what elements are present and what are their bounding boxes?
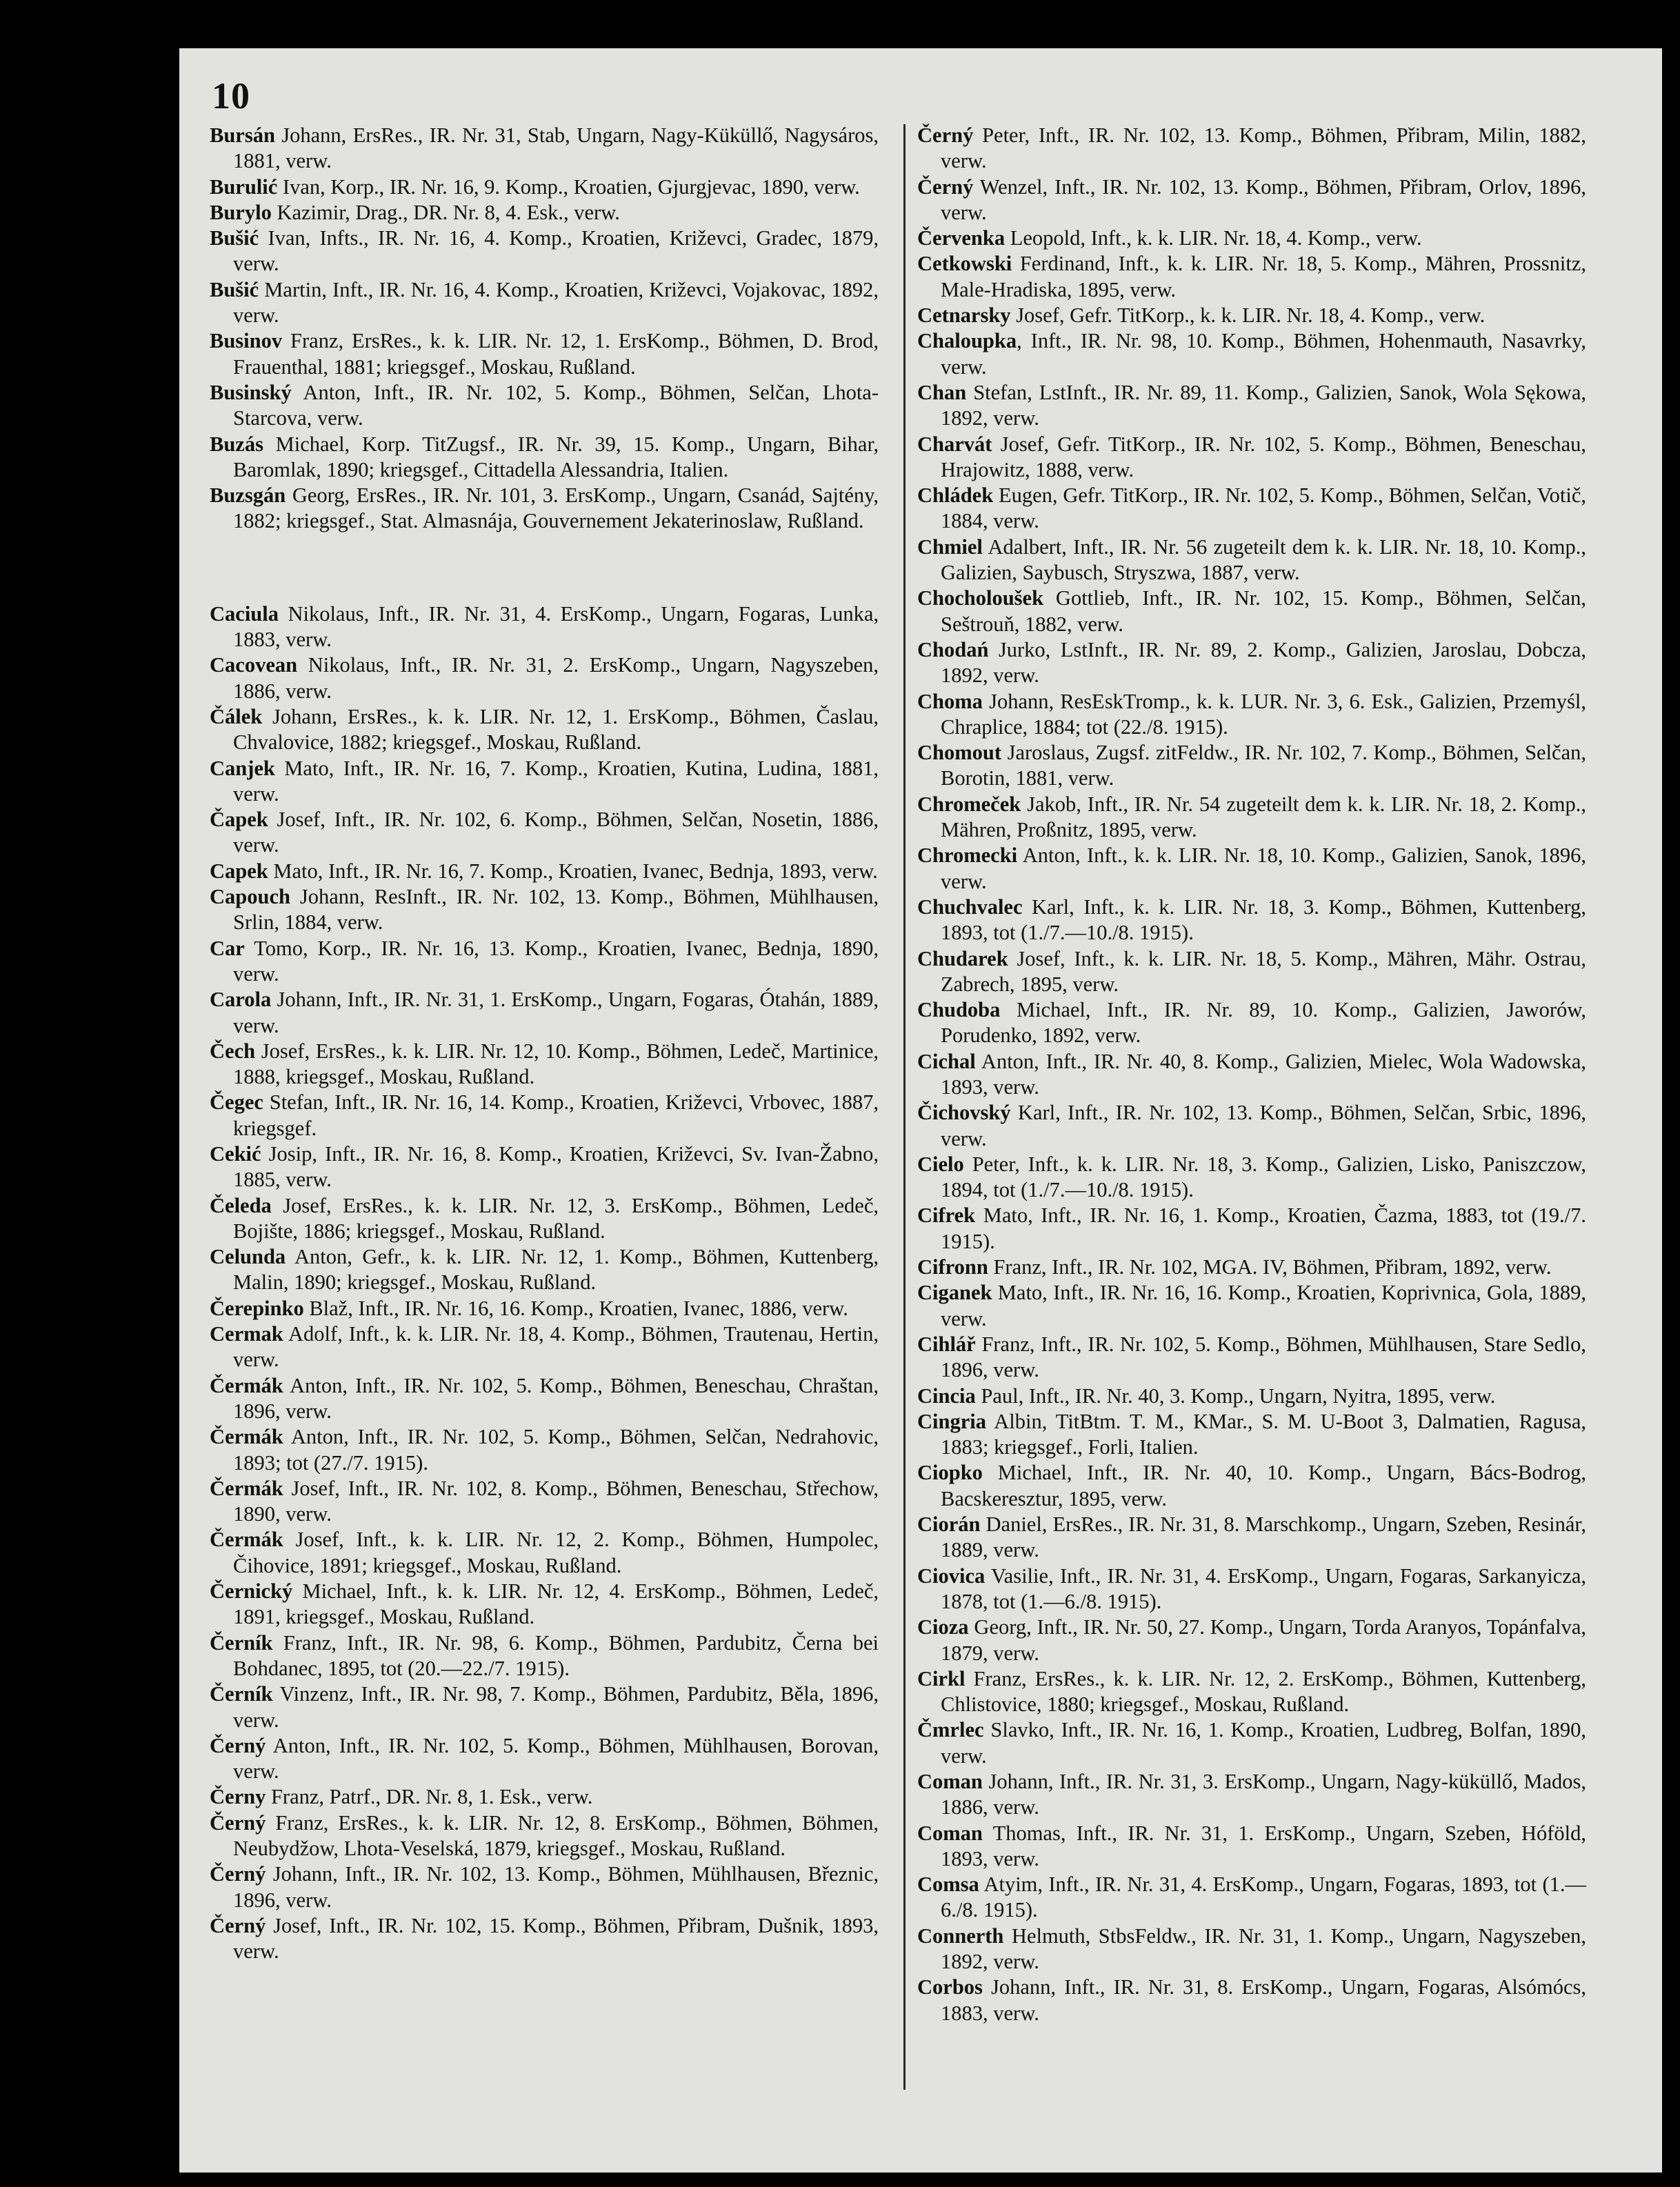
entry-surname: Cingria	[917, 1409, 986, 1433]
entry-details: Paul, Inft., IR. Nr. 40, 3. Komp., Ungarn, Nyitra, 1895, verw.	[975, 1384, 1496, 1408]
entry-surname: Cekić	[210, 1141, 261, 1166]
entry-details: Franz, Inft., IR. Nr. 102, MGA. IV, Böhmen, Přibram, 1892, verw.	[988, 1255, 1552, 1279]
register-entry	[917, 1203, 1586, 1255]
column-divider	[903, 124, 906, 2090]
entry-details: Blaž, Inft., IR. Nr. 16, 16. Komp., Kroatien, Ivanec, 1886, verw.	[303, 1296, 848, 1320]
entry-details: Jaroslaus, Zugsf. zitFeldw., IR. Nr. 102, 7. Komp., Böhmen, Selčan, Borotin, 1881, verw.	[941, 741, 1586, 790]
register-entry	[917, 689, 1586, 741]
entry-details: Josef, Inft., IR. Nr. 102, 8. Komp., Böhmen, Beneschau, Střechow, 1890, verw.	[233, 1476, 879, 1526]
entry-details: Vasilie, Inft., IR. Nr. 31, 4. ErsKomp., Ungarn, Fogaras, Sarkanyicza, 1878, tot (1.—6./8. 1915).	[941, 1564, 1586, 1613]
register-entry	[210, 756, 879, 808]
entry-surname: Cioza	[917, 1615, 969, 1639]
register-entry	[917, 1409, 1586, 1461]
entry-surname: Chocholoušek	[917, 586, 1044, 610]
entry-surname: Černý	[917, 123, 974, 147]
register-entry	[917, 740, 1586, 792]
entry-surname: Cichal	[917, 1049, 976, 1073]
entry-details: Johann, ResEskTromp., k. k. LUR. Nr. 3, 6. Esk., Galizien, Przemyśl, Chraplice, 1884; tot (22./8. 1915).	[941, 689, 1586, 739]
entry-details: Gottlieb, Inft., IR. Nr. 102, 15. Komp., Böhmen, Selčan, Seštrouň, 1882, verw.	[941, 586, 1586, 636]
register-entry	[917, 1049, 1586, 1101]
register-entry	[917, 895, 1586, 946]
entry-surname: Chromeček	[917, 792, 1021, 816]
entry-details: Mato, Inft., IR. Nr. 16, 16. Komp., Kroatien, Koprivnica, Gola, 1889, verw.	[941, 1281, 1586, 1330]
entry-surname: Cacovean	[210, 653, 298, 677]
entry-surname: Cirkl	[917, 1666, 966, 1690]
entry-surname: Čegec	[210, 1090, 263, 1115]
entry-details: Slavko, Inft., IR. Nr. 16, 1. Komp., Kroatien, Ludbreg, Bolfan, 1890, verw.	[941, 1718, 1586, 1768]
register-entry	[210, 1579, 879, 1630]
entry-details: Michael, Inft., IR. Nr. 40, 10. Komp., Ungarn, Bács-Bodrog, Bacskeresztur, 1895, verw.	[941, 1461, 1586, 1510]
entry-details: Peter, Inft., IR. Nr. 102, 13. Komp., Böhmen, Přibram, Milin, 1882, verw.	[941, 123, 1586, 173]
register-entry	[210, 1141, 879, 1193]
register-entry	[917, 380, 1586, 432]
entry-surname: Čermák	[210, 1373, 283, 1397]
entry-surname: Chudoba	[917, 998, 1001, 1022]
entry-surname: Chmiel	[917, 535, 983, 559]
entry-details: Jurko, LstInft., IR. Nr. 89, 2. Komp., Galizien, Jaroslau, Dobcza, 1892, verw.	[941, 637, 1586, 688]
entry-details: Kazimir, Drag., DR. Nr. 8, 4. Esk., verw.	[271, 200, 620, 224]
entry-surname: Ciopko	[917, 1461, 983, 1485]
register-entry	[917, 1332, 1586, 1384]
register-entry	[210, 704, 879, 756]
entry-surname: Charvát	[917, 432, 992, 456]
entry-details: Josef, Inft., IR. Nr. 102, 6. Komp., Böhmen, Selčan, Nosetin, 1886, verw.	[233, 808, 879, 857]
register-entry	[917, 1666, 1586, 1718]
entry-details: Franz, Patrf., DR. Nr. 8, 1. Esk., verw.	[266, 1785, 593, 1809]
register-entry	[917, 432, 1586, 483]
entry-details: Anton, Gefr., k. k. LIR. Nr. 12, 1. Komp., Böhmen, Kuttenberg, Malin, 1890; kriegsgef., Moskau, Rußland.	[233, 1245, 879, 1295]
entry-details: Atyim, Inft., IR. Nr. 31, 4. ErsKomp., Ungarn, Fogaras, 1893, tot (1.—6./8. 1915).	[941, 1873, 1586, 1922]
entry-surname: Businský	[210, 380, 292, 404]
entry-surname: Čmrlec	[917, 1718, 984, 1742]
register-entry	[210, 174, 879, 200]
entry-details: , Inft., IR. Nr. 98, 10. Komp., Böhmen, Hohenmauth, Nasavrky, verw.	[941, 329, 1586, 379]
entry-surname: Černy	[210, 1785, 266, 1809]
register-entry	[917, 1615, 1586, 1666]
entry-surname: Carola	[210, 988, 272, 1012]
register-entry	[210, 1527, 879, 1579]
entry-details: Martin, Inft., IR. Nr. 16, 4. Komp., Kroatien, Križevci, Vojakovac, 1892, verw.	[233, 277, 879, 328]
register-entry	[210, 328, 879, 380]
entry-surname: Chudarek	[917, 946, 1008, 970]
entry-details: Mato, Inft., IR. Nr. 16, 7. Komp., Kroatien, Ivanec, Bednja, 1893, verw.	[268, 859, 878, 883]
entry-surname: Chládek	[917, 483, 994, 508]
register-entry	[210, 1784, 879, 1810]
entry-surname: Čermák	[210, 1476, 283, 1500]
entry-details: Nikolaus, Inft., IR. Nr. 31, 4. ErsKomp., Ungarn, Fogaras, Lunka, 1883, verw.	[233, 601, 879, 652]
register-entry	[917, 1924, 1586, 1975]
register-entry	[917, 1384, 1586, 1409]
entry-details: Josef, ErsRes., k. k. LIR. Nr. 12, 10. Komp., Böhmen, Ledeč, Martinice, 1888, kriegsgef., Moskau, Rußland.	[233, 1039, 879, 1089]
register-entry	[917, 483, 1586, 535]
register-entry	[917, 1872, 1586, 1924]
register-entry	[210, 1861, 879, 1913]
entry-surname: Businov	[210, 329, 283, 353]
register-entry	[210, 807, 879, 859]
entry-details: Tomo, Korp., IR. Nr. 16, 13. Komp., Kroatien, Ivanec, Bednja, 1890, verw.	[233, 936, 879, 986]
register-entry	[917, 1255, 1586, 1280]
register-entry	[210, 1193, 879, 1245]
entry-details: Franz, ErsRes., k. k. LIR. Nr. 12, 2. ErsKomp., Böhmen, Kuttenberg, Chlistovice, 1880; kriegsgef., Moskau, Rußland.	[941, 1666, 1586, 1717]
register-entry	[210, 652, 879, 704]
entry-surname: Černík	[210, 1630, 273, 1655]
entry-surname: Buzás	[210, 432, 263, 456]
entry-surname: Černý	[917, 174, 974, 199]
entry-surname: Čapek	[210, 808, 268, 832]
entry-surname: Canjek	[210, 756, 275, 780]
register-entry	[210, 123, 879, 174]
entry-details: Ivan, Infts., IR. Nr. 16, 4. Komp., Kroatien, Križevci, Gradec, 1879, verw.	[233, 226, 879, 276]
entry-details: Vinzenz, Inft., IR. Nr. 98, 7. Komp., Böhmen, Pardubitz, Běla, 1896, verw.	[233, 1682, 879, 1732]
entry-surname: Černý	[210, 1733, 266, 1757]
register-entry	[210, 1681, 879, 1733]
register-entry	[917, 1717, 1586, 1769]
entry-surname: Čermák	[210, 1528, 283, 1552]
entry-surname: Ciganek	[917, 1281, 992, 1305]
register-entry	[917, 1512, 1586, 1564]
entry-details: Josef, Inft., IR. Nr. 102, 15. Komp., Böhmen, Přibram, Dušnik, 1893, verw.	[233, 1913, 879, 1964]
entry-surname: Burylo	[210, 200, 272, 224]
entry-surname: Cifrek	[917, 1204, 976, 1228]
entry-details: Josip, Inft., IR. Nr. 16, 8. Komp., Kroatien, Križevci, Sv. Ivan-Žabno, 1885, verw.	[233, 1141, 879, 1192]
entry-details: Albin, TitBtm. T. M., KMar., S. M. U-Boot 3, Dalmatien, Ragusa, 1883; kriegsgef., Forli, Italien.	[941, 1409, 1586, 1459]
entry-details: Anton, Inft., k. k. LIR. Nr. 18, 10. Komp., Galizien, Sanok, 1896, verw.	[941, 843, 1586, 893]
entry-details: Anton, Inft., IR. Nr. 40, 8. Komp., Galizien, Mielec, Wola Wadowska, 1893, verw.	[941, 1049, 1586, 1099]
entry-surname: Car	[210, 936, 245, 960]
register-entry	[210, 1424, 879, 1476]
entry-surname: Čermák	[210, 1425, 283, 1449]
entry-details: Josef, Inft., k. k. LIR. Nr. 12, 2. Komp., Böhmen, Humpolec, Čihovice, 1891; kriegsgef., Moskau, Rußland.	[233, 1528, 879, 1577]
entry-surname: Cifronn	[917, 1255, 988, 1279]
entry-surname: Connerth	[917, 1924, 1004, 1948]
entry-details: Johann, Inft., IR. Nr. 31, 3. ErsKomp., Ungarn, Nagy-küküllő, Mados, 1886, verw.	[941, 1770, 1586, 1819]
entry-surname: Bursán	[210, 123, 275, 147]
register-entry	[210, 1810, 879, 1862]
entry-details: Ferdinand, Inft., k. k. LIR. Nr. 18, 5. Komp., Mähren, Prossnitz, Male-Hradiska, 1895, verw.	[941, 252, 1586, 301]
section-gap	[210, 535, 879, 601]
entry-details: Adolf, Inft., k. k. LIR. Nr. 18, 4. Komp., Böhmen, Trautenau, Hertin, verw.	[233, 1322, 879, 1372]
entry-surname: Burulić	[210, 174, 278, 199]
register-entry	[917, 535, 1586, 586]
entry-surname: Coman	[917, 1770, 983, 1793]
register-entry	[917, 1152, 1586, 1204]
entry-surname: Capouch	[210, 885, 290, 909]
entry-surname: Bušić	[210, 226, 259, 250]
entry-details: Johann, ErsRes., k. k. LIR. Nr. 12, 1. ErsKomp., Böhmen, Časlau, Chvalovice, 1882; kriegsgef., Moskau, Rußland.	[233, 704, 879, 755]
entry-surname: Černý	[210, 1810, 266, 1835]
page-number: 10	[212, 75, 250, 117]
register-entry	[210, 1476, 879, 1528]
entry-details: Franz, Inft., IR. Nr. 98, 6. Komp., Böhmen, Pardubitz, Černa bei Bohdanec, 1895, tot (20.—22./7. 1915).	[233, 1630, 879, 1680]
register-entry	[917, 997, 1586, 1049]
entry-details: Peter, Inft., k. k. LIR. Nr. 18, 3. Komp., Galizien, Lisko, Paniszczow, 1894, tot (1./7.—10./8. 1915).	[941, 1152, 1586, 1202]
entry-details: Mato, Inft., IR. Nr. 16, 1. Komp., Kroatien, Čazma, 1883, tot (19./7. 1915).	[941, 1204, 1586, 1253]
entry-details: Wenzel, Inft., IR. Nr. 102, 13. Komp., Böhmen, Přibram, Orlov, 1896, verw.	[941, 174, 1586, 224]
entry-surname: Chan	[917, 380, 967, 404]
register-entry	[917, 637, 1586, 689]
entry-details: Adalbert, Inft., IR. Nr. 56 zugeteilt dem k. k. LIR. Nr. 18, 10. Komp., Galizien, Saybusch, Stryszwa, 1887, verw.	[941, 535, 1586, 585]
register-entry	[210, 1630, 879, 1682]
entry-details: Jakob, Inft., IR. Nr. 54 zugeteilt dem k. k. LIR. Nr. 18, 2. Komp., Mähren, Proßnitz, 1895, verw.	[941, 792, 1586, 842]
register-entry	[917, 1564, 1586, 1615]
entry-surname: Červenka	[917, 226, 1006, 250]
entry-details: Ivan, Korp., IR. Nr. 16, 9. Komp., Kroatien, Gjurgjevac, 1890, verw.	[277, 174, 860, 199]
register-entry	[210, 432, 879, 483]
entry-details: Anton, Inft., IR. Nr. 102, 5. Komp., Böhmen, Beneschau, Chraštan, 1896, verw.	[233, 1373, 879, 1423]
register-entry	[917, 226, 1586, 251]
register-entry	[210, 226, 879, 277]
register-entry	[210, 1039, 879, 1090]
entry-surname: Chomout	[917, 741, 1002, 765]
entry-surname: Cihlář	[917, 1332, 976, 1356]
entry-details: Karl, Inft., k. k. LIR. Nr. 18, 3. Komp., Böhmen, Kuttenberg, 1893, tot (1./7.—10./8. 1915).	[941, 895, 1586, 945]
entry-surname: Corbos	[917, 1975, 983, 1999]
register-entry	[210, 1244, 879, 1296]
entry-surname: Černý	[210, 1913, 266, 1937]
entry-surname: Chodań	[917, 637, 989, 661]
register-entry	[210, 1913, 879, 1965]
entry-surname: Chromecki	[917, 843, 1018, 868]
entry-details: Anton, Inft., IR. Nr. 102, 5. Komp., Böhmen, Selčan, Nedrahovic, 1893; tot (27./7. 1915).	[233, 1425, 879, 1475]
entry-details: Georg, ErsRes., IR. Nr. 101, 3. ErsKomp., Ungarn, Csanád, Sajtény, 1882; kriegsgef., Stat. Almasnája, Gouvernement Jekaterinoslaw, Rußland.	[233, 483, 879, 533]
register-entry	[210, 1090, 879, 1141]
entry-details: Johann, ResInft., IR. Nr. 102, 13. Komp., Böhmen, Mühlhausen, Srlin, 1884, verw.	[233, 885, 879, 935]
register-entry	[917, 1821, 1586, 1873]
entry-details: Stefan, Inft., IR. Nr. 16, 14. Komp., Kroatien, Križevci, Vrbovec, 1887, kriegsgef.	[233, 1090, 879, 1140]
register-entry	[917, 792, 1586, 843]
register-entry	[917, 946, 1586, 998]
entry-details: Johann, ErsRes., IR. Nr. 31, Stab, Ungarn, Nagy-Küküllő, Nagysáros, 1881, verw.	[233, 123, 879, 173]
entry-surname: Comsa	[917, 1873, 979, 1897]
entry-details: Karl, Inft., IR. Nr. 102, 13. Komp., Böhmen, Selčan, Srbic, 1896, verw.	[941, 1101, 1586, 1150]
entry-surname: Caciula	[210, 601, 279, 626]
entry-surname: Čerepinko	[210, 1296, 304, 1320]
entry-details: Nikolaus, Inft., IR. Nr. 31, 2. ErsKomp., Ungarn, Nagyszeben, 1886, verw.	[233, 653, 879, 703]
entry-details: Michael, Inft., IR. Nr. 89, 10. Komp., Galizien, Jaworów, Porudenko, 1892, verw.	[941, 998, 1586, 1048]
register-entry	[210, 1296, 879, 1321]
register-entry	[917, 328, 1586, 380]
entry-details: Josef, Inft., k. k. LIR. Nr. 18, 5. Komp., Mähren, Mähr. Ostrau, Zabrech, 1895, verw.	[941, 946, 1586, 996]
entry-details: Franz, Inft., IR. Nr. 102, 5. Komp., Böhmen, Mühlhausen, Stare Sedlo, 1896, verw.	[941, 1332, 1586, 1382]
register-entry	[210, 380, 879, 432]
entry-details: Stefan, LstInft., IR. Nr. 89, 11. Komp., Galizien, Sanok, Wola Sękowa, 1892, verw.	[941, 380, 1586, 430]
left-column	[210, 123, 879, 1964]
entry-details: Mato, Inft., IR. Nr. 16, 7. Komp., Kroatien, Kutina, Ludina, 1881, verw.	[233, 756, 879, 806]
entry-surname: Capek	[210, 859, 268, 883]
entry-details: Johann, Inft., IR. Nr. 31, 8. ErsKomp., Ungarn, Fogaras, Alsómócs, 1883, verw.	[941, 1975, 1586, 2025]
register-entry	[917, 123, 1586, 174]
entry-details: Johann, Inft., IR. Nr. 102, 13. Komp., Böhmen, Mühlhausen, Březnic, 1896, verw.	[233, 1862, 879, 1912]
entry-surname: Coman	[917, 1821, 983, 1845]
document-page	[179, 48, 1662, 2173]
register-entry	[210, 936, 879, 988]
register-entry	[917, 303, 1586, 328]
register-entry	[210, 1321, 879, 1373]
entry-surname: Ciovica	[917, 1564, 986, 1588]
entry-surname: Cetkowski	[917, 252, 1012, 276]
register-entry	[210, 859, 879, 884]
entry-surname: Cermak	[210, 1322, 283, 1346]
register-entry	[917, 843, 1586, 895]
entry-details: Anton, Inft., IR. Nr. 102, 5. Komp., Böhmen, Mühlhausen, Borovan, verw.	[233, 1733, 879, 1784]
entry-details: Eugen, Gefr. TitKorp., IR. Nr. 102, 5. Komp., Böhmen, Selčan, Votič, 1884, verw.	[941, 483, 1586, 533]
entry-surname: Chuchvalec	[917, 895, 1023, 919]
entry-surname: Čichovský	[917, 1101, 1011, 1125]
entry-surname: Cielo	[917, 1152, 964, 1176]
register-entry	[917, 1769, 1586, 1821]
entry-details: Helmuth, StbsFeldw., IR. Nr. 31, 1. Komp., Ungarn, Nagyszeben, 1892, verw.	[941, 1924, 1586, 1974]
register-entry	[917, 1975, 1586, 2026]
entry-details: Georg, Inft., IR. Nr. 50, 27. Komp., Ungarn, Torda Aranyos, Topánfalva, 1879, verw.	[941, 1615, 1586, 1665]
entry-surname: Choma	[917, 689, 983, 713]
register-entry	[210, 277, 879, 329]
register-entry	[210, 884, 879, 936]
entry-details: Johann, Inft., IR. Nr. 31, 1. ErsKomp., Ungarn, Fogaras, Ótahán, 1889, verw.	[233, 988, 879, 1037]
right-column	[917, 123, 1586, 2026]
entry-surname: Cetnarsky	[917, 303, 1011, 328]
entry-surname: Cincia	[917, 1384, 976, 1408]
register-entry	[917, 1100, 1586, 1152]
register-entry	[917, 174, 1586, 226]
entry-surname: Černý	[210, 1862, 266, 1886]
entry-surname: Čálek	[210, 704, 263, 728]
entry-details: Josef, Gefr. TitKorp., IR. Nr. 102, 5. Komp., Böhmen, Beneschau, Hrajowitz, 1888, verw.	[941, 432, 1586, 481]
entry-surname: Chaloupka	[917, 329, 1017, 353]
register-entry	[917, 586, 1586, 637]
entry-surname: Černický	[210, 1579, 293, 1604]
register-entry	[210, 1373, 879, 1425]
register-entry	[210, 987, 879, 1039]
register-entry	[917, 1460, 1586, 1512]
entry-details: Michael, Korp. TitZugsf., IR. Nr. 39, 15. Komp., Ungarn, Bihar, Baromlak, 1890; kriegsgef., Cittadella Alessandria, Italien.	[233, 432, 879, 481]
entry-surname: Bušić	[210, 277, 259, 301]
register-entry	[210, 200, 879, 226]
entry-details: Josef, ErsRes., k. k. LIR. Nr. 12, 3. ErsKomp., Böhmen, Ledeč, Bojište, 1886; kriegsgef., Moskau, Rußland.	[233, 1193, 879, 1243]
entry-surname: Celunda	[210, 1245, 286, 1269]
entry-details: Thomas, Inft., IR. Nr. 31, 1. ErsKomp., Ungarn, Szeben, Hóföld, 1893, verw.	[941, 1821, 1586, 1870]
entry-surname: Čech	[210, 1039, 256, 1063]
register-entry	[917, 1280, 1586, 1332]
entry-details: Michael, Inft., k. k. LIR. Nr. 12, 4. ErsKomp., Böhmen, Ledeč, 1891, kriegsgef., Moskau, Rußland.	[233, 1579, 879, 1629]
entry-details: Franz, ErsRes., k. k. LIR. Nr. 12, 1. ErsKomp., Böhmen, D. Brod, Frauenthal, 1881; kriegsgef., Moskau, Rußland.	[233, 329, 879, 379]
register-entry	[210, 601, 879, 653]
entry-details: Josef, Gefr. TitKorp., k. k. LIR. Nr. 18, 4. Komp., verw.	[1010, 303, 1486, 328]
register-entry	[210, 483, 879, 535]
entry-surname: Černík	[210, 1682, 273, 1706]
entry-details: Daniel, ErsRes., IR. Nr. 31, 8. Marschkomp., Ungarn, Szeben, Resinár, 1889, verw.	[941, 1512, 1586, 1562]
entry-surname: Ciorán	[917, 1512, 981, 1537]
entry-details: Franz, ErsRes., k. k. LIR. Nr. 12, 8. ErsKomp., Böhmen, Böhmen, Neubydžow, Lhota-Veselská, 1879, kriegsgef., Moskau, Rußland.	[233, 1810, 879, 1860]
entry-surname: Čeleda	[210, 1193, 272, 1217]
entry-details: Leopold, Inft., k. k. LIR. Nr. 18, 4. Komp., verw.	[1005, 226, 1422, 250]
register-entry	[210, 1733, 879, 1785]
entry-surname: Buzsgán	[210, 483, 286, 508]
register-entry	[917, 251, 1586, 303]
entry-details: Anton, Inft., IR. Nr. 102, 5. Komp., Böhmen, Selčan, Lhota-Starcova, verw.	[233, 380, 879, 430]
